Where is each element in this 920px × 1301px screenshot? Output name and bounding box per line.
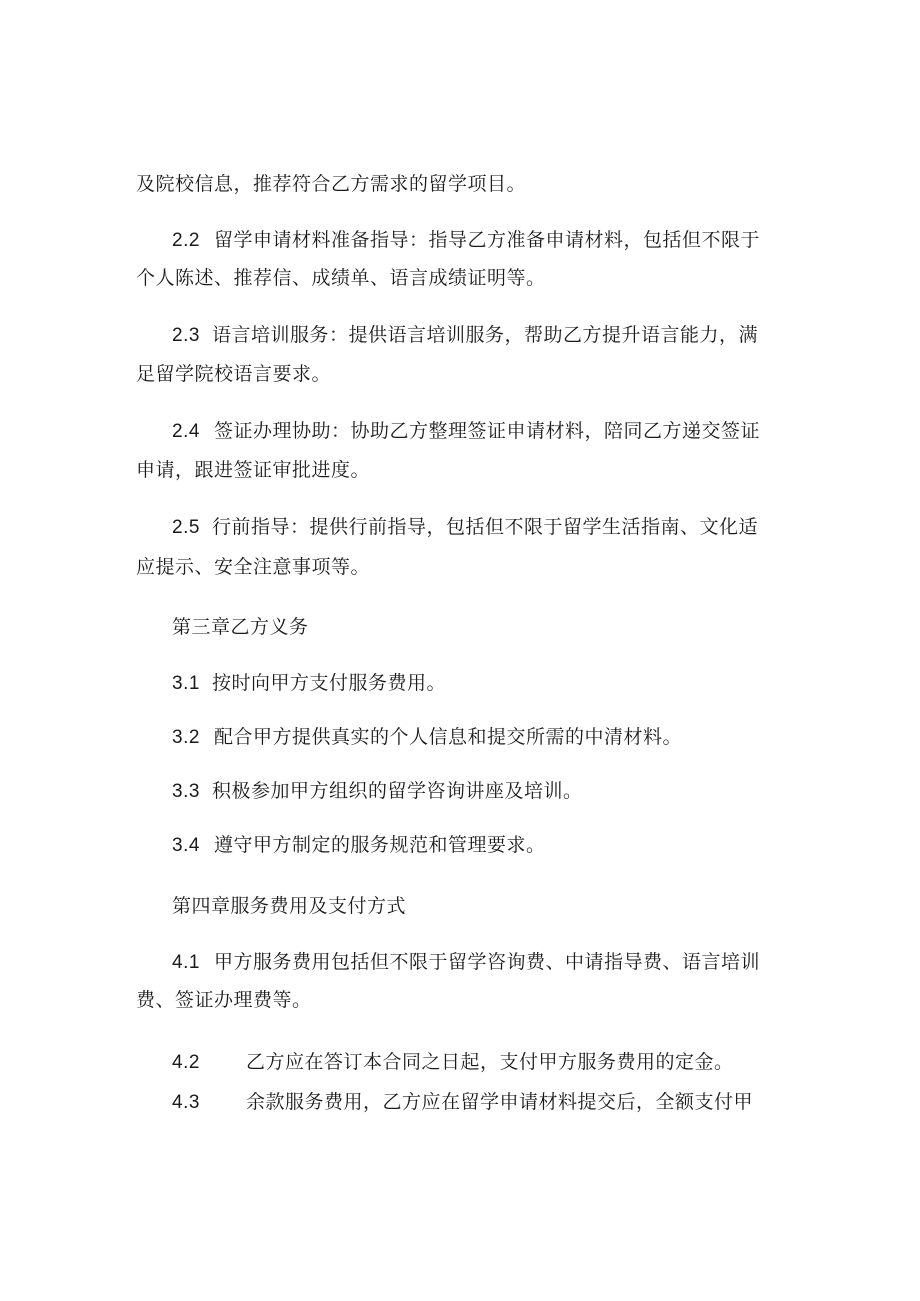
- clause-text: 配合甲方提供真实的个人信息和提交所需的中清材料。: [214, 726, 683, 748]
- paragraph-text: 及院校信息，推荐符合乙方需求的留学项目。: [136, 173, 527, 195]
- clause-number: 4.1: [172, 952, 200, 973]
- clause-text: 语言培训服务：提供语言培训服务，帮助乙方提升语言能力，满: [212, 324, 759, 346]
- clause-number: 3.1: [172, 673, 200, 694]
- clause-text: 行前指导：提供行前指导，包括但不限于留学生活指南、文化适: [212, 516, 759, 538]
- clause-text: 按时向甲方支付服务费用。: [212, 672, 447, 694]
- clause-number: 3.2: [172, 727, 200, 748]
- clause-text: 个人陈述、推荐信、成绩单、语言成绩证明等。: [136, 267, 546, 289]
- clause-text: 应提示、安全注意事项等。: [136, 556, 371, 578]
- clause-text: 费、签证办理费等。: [136, 989, 312, 1011]
- clause-3-4: [172, 833, 546, 858]
- clause-2-4: [172, 419, 760, 444]
- clause-2-3-cont: [136, 362, 331, 386]
- clause-2-5: [172, 515, 758, 540]
- clause-text: 遵守甲方制定的服务规范和管理要求。: [214, 834, 546, 856]
- clause-text: 余款服务费用，乙方应在留学申请材料提交后，全额支付甲: [246, 1091, 754, 1113]
- clause-text: 签证办理协助：协助乙方整理签证申请材料，陪同乙方递交签证: [214, 420, 761, 442]
- clause-2-3: [172, 323, 758, 348]
- clause-2-4-cont: [136, 458, 370, 482]
- clause-number: 2.5: [172, 517, 200, 538]
- clause-number: 2.2: [172, 230, 200, 251]
- clause-2-2-cont: [136, 266, 546, 290]
- clause-text: 申请，跟进签证审批进度。: [136, 459, 371, 481]
- clause-2-2: [172, 228, 760, 253]
- clause-4-1-cont: [136, 988, 312, 1012]
- clause-4-3: [172, 1090, 753, 1115]
- paragraph-continuation: [136, 172, 526, 196]
- chapter-3-heading: 第三章乙方义务: [172, 617, 309, 638]
- clause-number: 4.2: [172, 1052, 200, 1073]
- clause-3-3: [172, 779, 583, 804]
- clause-text: 留学申请材料准备指导：指导乙方准备申请材料，包括但不限于: [214, 229, 761, 251]
- clause-number: 4.3: [172, 1092, 200, 1113]
- clause-text: 积极参加甲方组织的留学咨询讲座及培训。: [212, 780, 583, 802]
- clause-number: 3.4: [172, 835, 200, 856]
- clause-3-2: [172, 725, 682, 750]
- clause-text: 甲方服务费用包括但不限于留学咨询费、中请指导费、语言培训: [214, 951, 761, 973]
- clause-number: 2.3: [172, 325, 200, 346]
- clause-text: 足留学院校语言要求。: [136, 363, 332, 385]
- clause-2-5-cont: [136, 555, 370, 579]
- clause-4-2: [172, 1050, 734, 1075]
- clause-3-1: [172, 671, 446, 696]
- clause-number: 3.3: [172, 781, 200, 802]
- clause-text: 乙方应在答订本合同之日起，支付甲方服务费用的定金。: [246, 1051, 734, 1073]
- clause-4-1: [172, 950, 760, 975]
- clause-number: 2.4: [172, 421, 200, 442]
- chapter-4-heading: 第四章服务费用及支付方式: [172, 896, 407, 917]
